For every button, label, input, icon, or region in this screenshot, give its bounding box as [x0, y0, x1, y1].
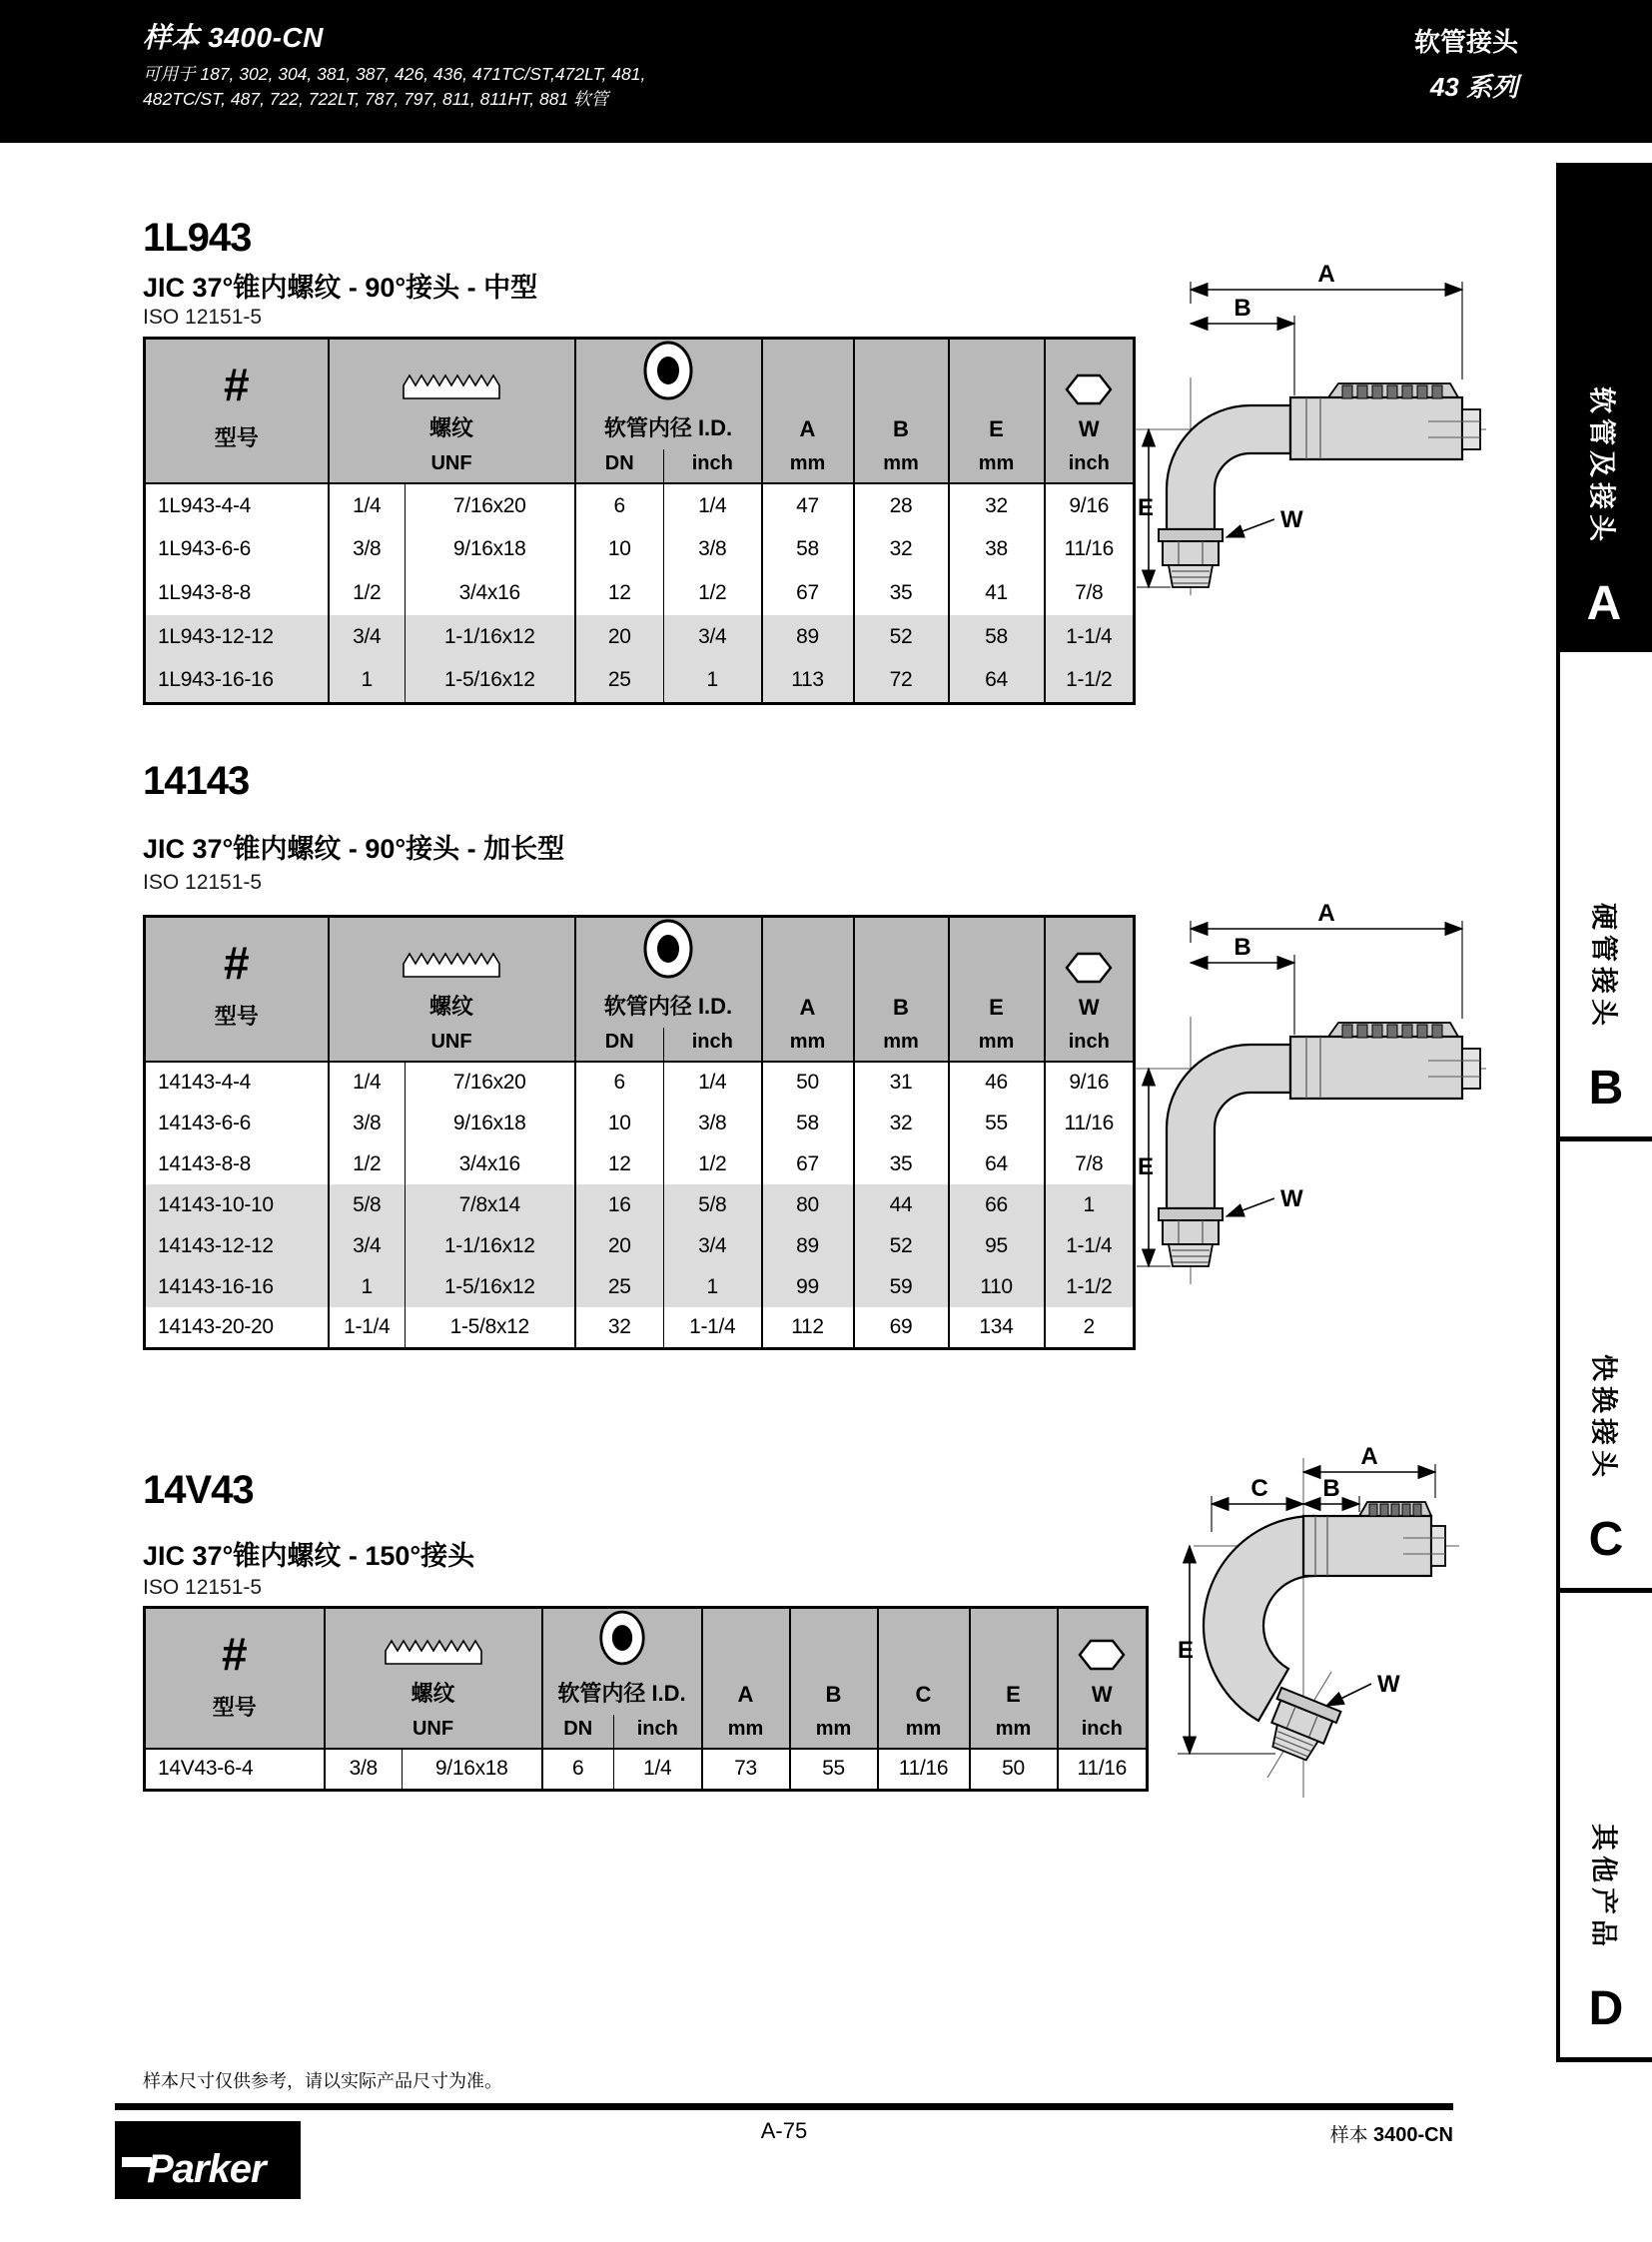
- table-cell: 64: [949, 1143, 1045, 1184]
- column-thread: [329, 339, 575, 450]
- dim-label-E: E: [1178, 1637, 1195, 1664]
- fitting-diagram-90deg-long: [1129, 897, 1493, 1291]
- table-cell: 1L943-12-12: [145, 615, 329, 659]
- table-cell: 3/4x16: [406, 1143, 575, 1184]
- subcol-unit-A: mm: [762, 449, 854, 483]
- sidebar-tab-letter: B: [1588, 1062, 1624, 1115]
- dim-label-C: C: [1250, 1475, 1268, 1502]
- table-cell: 32: [949, 483, 1045, 527]
- table-cell: 7/8x14: [406, 1184, 575, 1225]
- section2-subtitle: JIC 37°锥内螺纹 - 90°接头 - 加长型: [143, 834, 565, 864]
- table-cell: 89: [762, 615, 854, 659]
- subcol-unit-E: mm: [949, 1028, 1045, 1062]
- subcol-inch: inch: [664, 449, 762, 483]
- column-thread-label: 螺纹: [428, 994, 473, 1019]
- table-body: [145, 483, 1135, 703]
- table-cell: 14143-12-12: [145, 1225, 329, 1266]
- table-cell: 52: [854, 615, 949, 659]
- table-cell: 95: [949, 1225, 1045, 1266]
- table-cell: 9/16: [1069, 1071, 1110, 1094]
- column-dim-E: E: [949, 339, 1045, 450]
- table-cell: 1/4: [664, 1062, 762, 1103]
- table-header-row: [145, 339, 1135, 450]
- table-cell: 1/4: [614, 1749, 702, 1790]
- dim-label-B: B: [1234, 295, 1251, 322]
- table-cell: 20: [575, 615, 664, 659]
- subcol-inch: inch: [614, 1715, 702, 1749]
- column-hose-id-label: 软管内径 I.D.: [603, 415, 733, 440]
- hose-bore-icon: [576, 918, 761, 980]
- table-cell: 1-1/4: [664, 1307, 762, 1348]
- table-cell: 1/4: [664, 483, 762, 527]
- spec-table-14143: [143, 915, 1136, 1350]
- table-cell: 9/16x18: [406, 527, 575, 571]
- table-cell: 1-1/4: [1045, 615, 1135, 659]
- column-dim-B: B: [854, 339, 949, 450]
- table-cell: 11/16: [1064, 537, 1114, 560]
- table-cell: 7/16x20: [406, 483, 575, 527]
- table-cell: 14143-10-10: [145, 1184, 329, 1225]
- table-cell: 6: [542, 1749, 614, 1790]
- table-cell: 1/4: [329, 1062, 406, 1103]
- table-cell: 1-5/16x12: [406, 1266, 575, 1307]
- table-cell: 64: [949, 659, 1045, 703]
- table-cell: 25: [575, 1266, 664, 1307]
- table-cell: 52: [854, 1225, 949, 1266]
- table-cell: 3/4: [329, 1225, 406, 1266]
- table-cell: 72: [854, 659, 949, 703]
- section2-standard: ISO 12151-5: [143, 871, 263, 894]
- header-left: [143, 16, 645, 113]
- table-cell: 9/16x18: [406, 1103, 575, 1143]
- table-row: [145, 527, 1135, 571]
- sidebar-tab-label: 快换接头: [1588, 1354, 1619, 1482]
- table-cell: 1: [1045, 1184, 1135, 1225]
- table-row: [145, 483, 1135, 527]
- table-cell: 3/8: [325, 1749, 403, 1790]
- column-dim-A: A: [702, 1608, 790, 1716]
- table-cell: 1-1/4: [329, 1307, 406, 1348]
- subcol-unf: UNF: [329, 449, 575, 483]
- sidebar-tab-tube-fittings: [1556, 652, 1652, 1141]
- applicable-hoses-line1: 可用于 187, 302, 304, 381, 387, 426, 436, 471TC/ST,472LT, 481,: [143, 64, 646, 84]
- table-row: [145, 1225, 1135, 1266]
- table-cell: 7/8: [1075, 1151, 1104, 1175]
- sidebar-tab-label: 其他产品: [1588, 1824, 1619, 1951]
- table-cell: 6: [575, 483, 664, 527]
- table-cell: 44: [854, 1184, 949, 1225]
- table-cell: 35: [854, 1143, 949, 1184]
- subcol-inch: inch: [664, 1028, 762, 1062]
- table-cell: 14143-20-20: [145, 1307, 329, 1348]
- subcol-dn: DN: [542, 1715, 614, 1749]
- table-cell: 3/8: [329, 1103, 406, 1143]
- sidebar-tab-letter: A: [1586, 577, 1622, 630]
- thread-profile-icon: [330, 372, 574, 401]
- table-cell: 10: [575, 527, 664, 571]
- footer-catalog-prefix: 样本: [1329, 2125, 1373, 2146]
- dim-label-W: W: [1280, 1185, 1303, 1212]
- table-cell: 1L943-16-16: [145, 659, 329, 703]
- table-row: [145, 1103, 1135, 1143]
- table-cell: 1L943-4-4: [145, 483, 329, 527]
- section3-subtitle: JIC 37°锥内螺纹 - 150°接头: [143, 1541, 475, 1571]
- section1-subtitle: JIC 37°锥内螺纹 - 90°接头 - 中型: [143, 273, 538, 303]
- table-row: [145, 1184, 1135, 1225]
- column-thread: [329, 917, 575, 1029]
- hose-bore-icon: [543, 1609, 701, 1667]
- table-cell: 1-1/2: [1045, 1266, 1135, 1307]
- table-row: [145, 1307, 1135, 1348]
- dim-label-E: E: [1138, 1153, 1155, 1180]
- sidebar-tab-quick-couplings: [1556, 1141, 1652, 1593]
- table-cell: 20: [575, 1225, 664, 1266]
- dim-label-W: W: [1280, 506, 1303, 533]
- table-cell: 3/4: [664, 615, 762, 659]
- table-cell: 73: [702, 1749, 790, 1790]
- table-body: [145, 1749, 1148, 1790]
- table-cell: 1L943-8-8: [145, 571, 329, 615]
- table-cell: 1/2: [664, 571, 762, 615]
- spec-table-14V43: [143, 1606, 1149, 1792]
- table-cell: 58: [762, 527, 854, 571]
- table-row: [145, 615, 1135, 659]
- column-hose-id: [542, 1608, 702, 1716]
- section2-title: 14143: [143, 759, 250, 803]
- thread-profile-icon: [330, 950, 574, 980]
- table-cell: 5/8: [329, 1184, 406, 1225]
- table-cell: 5/8: [664, 1184, 762, 1225]
- sidebar-tab-label: 硬管接头: [1588, 903, 1619, 1031]
- hex-nut-icon: [1046, 951, 1134, 985]
- table-body: [145, 1062, 1135, 1348]
- subcol-unit-B: mm: [854, 449, 949, 483]
- column-dim-A: A: [762, 339, 854, 450]
- dim-label-B: B: [1234, 934, 1251, 961]
- table-cell: 6: [575, 1062, 664, 1103]
- column-hose-id-label: 软管内径 I.D.: [557, 1681, 686, 1706]
- column-model: [145, 917, 329, 1063]
- table-cell: 12: [575, 1143, 664, 1184]
- subcol-unit-E: mm: [970, 1715, 1058, 1749]
- header-bar: [0, 0, 1652, 143]
- column-model-label: 型号: [214, 425, 259, 450]
- applicable-hoses-line2: 482TC/ST, 487, 722, 722LT, 787, 797, 811, 811HT, 881 软管: [143, 89, 609, 110]
- table-cell: 31: [854, 1062, 949, 1103]
- table-cell: 1: [664, 1266, 762, 1307]
- column-dim-W: W: [1045, 339, 1135, 450]
- section1-title: 1L943: [143, 216, 252, 260]
- spec-table-1L943: [143, 337, 1136, 705]
- subcol-unit-B: mm: [790, 1715, 878, 1749]
- table-header-row: [145, 1608, 1148, 1716]
- table-cell: 112: [762, 1307, 854, 1348]
- table-cell: 32: [575, 1307, 664, 1348]
- column-dim-E: E: [949, 917, 1045, 1029]
- column-model-label: 型号: [214, 1004, 259, 1029]
- table-cell: 3/4: [329, 615, 406, 659]
- table-cell: 3/8: [664, 527, 762, 571]
- table-cell: 55: [949, 1103, 1045, 1143]
- sidebar-tab-label: 软管及接头: [1586, 386, 1617, 546]
- subcol-unit-E: mm: [949, 449, 1045, 483]
- table-cell: 113: [762, 659, 854, 703]
- table-cell: 99: [762, 1266, 854, 1307]
- table-row: [145, 1143, 1135, 1184]
- table-cell: 1-5/16x12: [406, 659, 575, 703]
- column-dim-B: B: [854, 917, 949, 1029]
- hash-icon: #: [221, 1628, 248, 1680]
- column-hose-id: [575, 339, 762, 450]
- table-cell: 14143-4-4: [145, 1062, 329, 1103]
- subcol-dn: DN: [575, 449, 664, 483]
- table-row: [145, 1749, 1148, 1790]
- column-hose-id-label: 软管内径 I.D.: [603, 994, 733, 1019]
- table-cell: 110: [949, 1266, 1045, 1307]
- section3-standard: ISO 12151-5: [143, 1576, 263, 1599]
- hex-nut-icon: [1046, 373, 1134, 406]
- hose-bore-icon: [576, 340, 761, 401]
- table-cell: 1: [329, 1266, 406, 1307]
- column-model-label: 型号: [212, 1695, 257, 1720]
- dim-label-A: A: [1317, 900, 1335, 927]
- table-cell: 25: [575, 659, 664, 703]
- column-dim-B: B: [790, 1608, 878, 1716]
- subcol-unit-C: mm: [878, 1715, 970, 1749]
- section1-standard: ISO 12151-5: [143, 306, 263, 329]
- table-cell: 3/4: [664, 1225, 762, 1266]
- table-cell: 14143-6-6: [145, 1103, 329, 1143]
- table-cell: 1-5/8x12: [406, 1307, 575, 1348]
- header-right: [1414, 22, 1518, 104]
- column-dim-W: W: [1058, 1608, 1148, 1716]
- table-header-row: [145, 917, 1135, 1029]
- parker-logo: [115, 2121, 301, 2199]
- table-cell: 58: [949, 615, 1045, 659]
- section3-title: 14V43: [143, 1468, 254, 1512]
- table-cell: 89: [762, 1225, 854, 1266]
- column-hose-id: [575, 917, 762, 1029]
- table-cell: 14V43-6-4: [145, 1749, 325, 1790]
- dim-label-A: A: [1360, 1446, 1378, 1470]
- table-cell: 7/8: [1075, 581, 1104, 604]
- column-thread-label: 螺纹: [428, 415, 473, 440]
- subcol-unf: UNF: [329, 1028, 575, 1062]
- table-cell: 1-1/16x12: [406, 615, 575, 659]
- dim-label-E: E: [1138, 494, 1155, 521]
- dim-label-A: A: [1317, 261, 1335, 288]
- table-cell: 67: [762, 571, 854, 615]
- footer-catalog-code: 3400-CN: [1372, 2124, 1453, 2146]
- table-cell: 2: [1083, 1314, 1095, 1338]
- table-cell: 38: [949, 527, 1045, 571]
- table-cell: 55: [790, 1749, 878, 1790]
- sidebar-tab-letter: C: [1588, 1513, 1624, 1566]
- table-cell: 134: [949, 1307, 1045, 1348]
- table-cell: 1/2: [664, 1143, 762, 1184]
- sidebar-tab-other-products: [1556, 1593, 1652, 2062]
- table-cell: 80: [762, 1184, 854, 1225]
- subcol-unit-W: inch: [1058, 1715, 1148, 1749]
- table-cell: 11/16: [1064, 1111, 1114, 1134]
- table-cell: 59: [854, 1266, 949, 1307]
- column-dim-E: E: [970, 1608, 1058, 1716]
- table-cell: 35: [854, 571, 949, 615]
- table-cell: 3/8: [329, 527, 406, 571]
- table-cell: 14143-8-8: [145, 1143, 329, 1184]
- table-cell: 1-1/4: [1045, 1225, 1135, 1266]
- table-cell: 32: [854, 1103, 949, 1143]
- table-cell: 11/16: [1077, 1757, 1127, 1781]
- table-cell: 1-1/16x12: [406, 1225, 575, 1266]
- table-cell: 9/16x18: [403, 1749, 542, 1790]
- dim-label-W: W: [1377, 1671, 1400, 1698]
- table-cell: 3/4x16: [406, 571, 575, 615]
- column-dim-C: C: [878, 1608, 970, 1716]
- table-cell: 9/16: [1069, 493, 1110, 517]
- subcol-unit-B: mm: [854, 1028, 949, 1062]
- table-cell: 50: [762, 1062, 854, 1103]
- table-cell: 11/16: [878, 1749, 970, 1790]
- table-cell: 58: [762, 1103, 854, 1143]
- fitting-diagram-150deg: [1164, 1446, 1463, 1806]
- table-cell: 67: [762, 1143, 854, 1184]
- subcol-unit-W: inch: [1045, 449, 1135, 483]
- table-cell: 50: [970, 1749, 1058, 1790]
- footer-rule: [115, 2103, 1453, 2110]
- table-cell: 1: [664, 659, 762, 703]
- series-title: 软管接头: [1413, 27, 1518, 57]
- hash-icon: #: [223, 937, 250, 989]
- table-cell: 1-1/2: [1045, 659, 1135, 703]
- subcol-dn: DN: [575, 1028, 664, 1062]
- column-model: [145, 339, 329, 484]
- catalog-title: 样本 3400-CN: [143, 22, 324, 53]
- table-cell: 10: [575, 1103, 664, 1143]
- table-row: [145, 1266, 1135, 1307]
- table-cell: 1/2: [329, 1143, 406, 1184]
- page-number: A-75: [760, 2118, 808, 2143]
- table-cell: 1L943-6-6: [145, 527, 329, 571]
- footer-disclaimer: 样本尺寸仅供参考，请以实际产品尺寸为准。: [143, 2071, 502, 2091]
- column-dim-A: A: [762, 917, 854, 1029]
- table-cell: 1/2: [329, 571, 406, 615]
- table-cell: 41: [949, 571, 1045, 615]
- hex-nut-icon: [1059, 1638, 1147, 1672]
- column-dim-W: W: [1045, 917, 1135, 1029]
- column-thread-label: 螺纹: [411, 1681, 455, 1706]
- hash-icon: #: [223, 359, 250, 410]
- parker-logo-wordmark: Parker: [147, 2147, 266, 2191]
- column-thread: [325, 1608, 542, 1716]
- footer-catalog-ref: [1330, 2120, 1453, 2147]
- table-cell: 1/4: [329, 483, 406, 527]
- subcol-unit-A: mm: [762, 1028, 854, 1062]
- table-cell: 46: [949, 1062, 1045, 1103]
- table-cell: 66: [949, 1184, 1045, 1225]
- table-cell: 14143-16-16: [145, 1266, 329, 1307]
- subcol-unit-W: inch: [1045, 1028, 1135, 1062]
- table-cell: 7/16x20: [406, 1062, 575, 1103]
- table-cell: 12: [575, 571, 664, 615]
- table-row: [145, 571, 1135, 615]
- series-number: 43 系列: [1429, 72, 1518, 102]
- table-row: [145, 1062, 1135, 1103]
- table-cell: 47: [762, 483, 854, 527]
- table-row: [145, 659, 1135, 703]
- table-cell: 28: [854, 483, 949, 527]
- table-cell: 16: [575, 1184, 664, 1225]
- table-cell: 1: [329, 659, 406, 703]
- table-cell: 69: [854, 1307, 949, 1348]
- dim-label-B: B: [1322, 1475, 1340, 1502]
- sidebar-tab-hoses-fittings: [1556, 163, 1652, 652]
- subcol-unit-A: mm: [702, 1715, 790, 1749]
- thread-profile-icon: [326, 1637, 541, 1667]
- subcol-unf: UNF: [325, 1715, 542, 1749]
- column-model: [145, 1608, 325, 1750]
- fitting-diagram-90deg-medium: [1129, 258, 1493, 602]
- table-cell: 32: [854, 527, 949, 571]
- table-cell: 3/8: [664, 1103, 762, 1143]
- sidebar-tab-letter: D: [1588, 1982, 1624, 2035]
